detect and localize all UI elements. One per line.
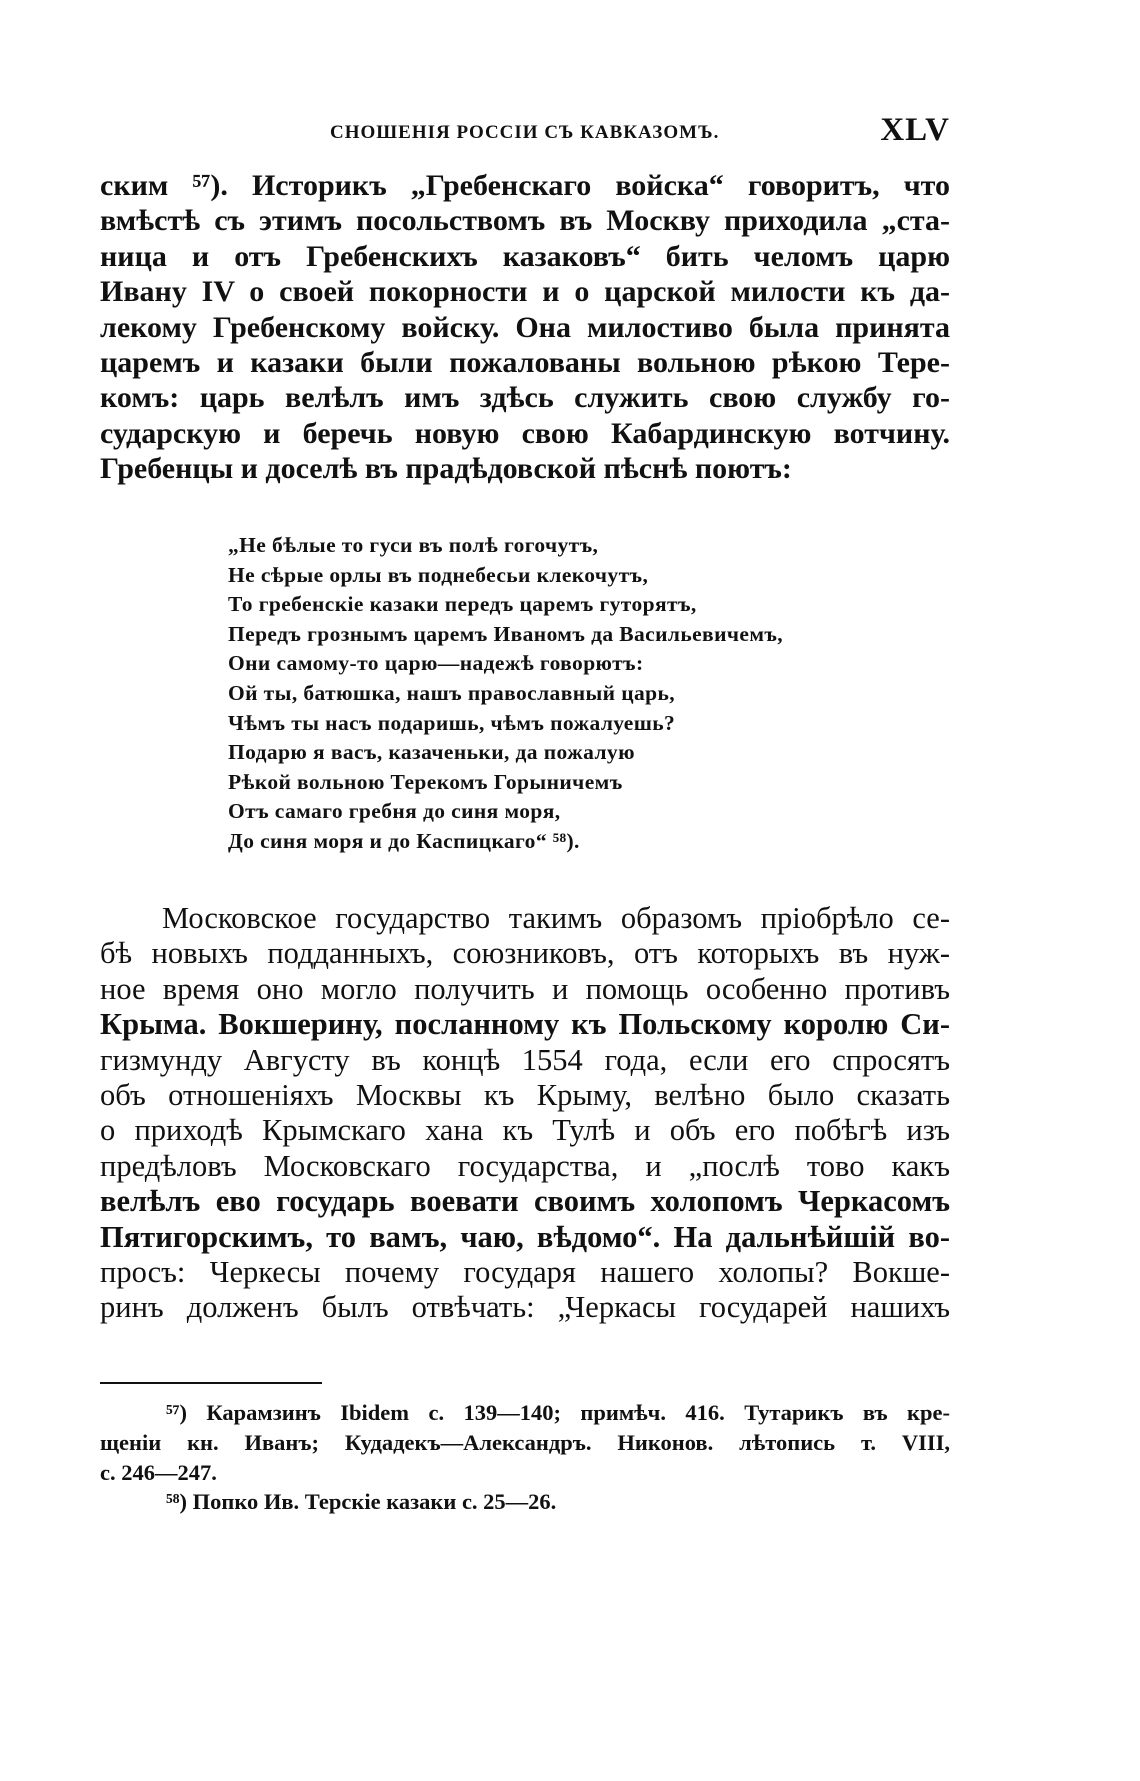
verse-line: До синя моря и до Каспицкаго“ ⁵⁸).: [228, 828, 580, 853]
text-line: бѣ новыхъ подданныхъ, союзниковъ, отъ которыхъ въ нуж-: [100, 936, 950, 971]
footnote-57-line: с. 246—247.: [100, 1459, 217, 1485]
text-line: о приходѣ Крымскаго хана къ Тулѣ и объ его побѣгѣ изъ: [100, 1113, 950, 1148]
verse-line: Чѣмъ ты насъ подаришь, чѣмъ пожалуешь?: [228, 710, 676, 735]
page-number: XLV: [880, 112, 950, 148]
text-line: комъ: царь велѣлъ имъ здѣсь служить свою службу го-: [100, 381, 950, 415]
text-line: Ивану IV о своей покорности и о царской милости къ да-: [100, 275, 950, 309]
text-line: Гребенцы и доселѣ въ прадѣдовской пѣснѣ поютъ:: [100, 452, 792, 486]
verse-line: Ой ты, батюшка, нашъ православный царь,: [228, 680, 676, 705]
text-line: гизмунду Августу въ концѣ 1554 года, если его спросятъ: [100, 1042, 950, 1077]
footnotes: [100, 1398, 950, 1517]
footnote-57-line: щеніи кн. Иванъ; Кудадекъ—Александръ. Никонов. лѣтопись т. VIII,: [100, 1429, 950, 1455]
verse-line: Они самому-то царю—надежѣ говорютъ:: [228, 651, 644, 676]
text-line: лекому Гребенскому войску. Она милостиво была принята: [100, 310, 950, 344]
text-line: Московское государство такимъ образомъ пріобрѣло се-: [162, 901, 950, 935]
verse-line: „Не бѣлые то гуси въ полѣ гогочутъ,: [228, 533, 599, 557]
text-line: ским ⁵⁷). Историкъ „Гребенскаго войска“ говоритъ, что: [100, 169, 950, 202]
text-line: царемъ и казаки были пожалованы вольною рѣкою Тере-: [100, 345, 950, 379]
footnote-57-line: ⁵⁷) Карамзинъ Ibidem с. 139—140; примѣч. 416. Тутарикъ въ кре-: [166, 1400, 950, 1425]
verse-line: Подарю я васъ, казаченьки, да пожалую: [228, 740, 635, 765]
verse-line: Рѣкой вольною Терекомъ Горыничемъ: [228, 769, 623, 794]
verse-line: Передъ грознымъ царемъ Иваномъ да Васильевичемъ,: [228, 621, 784, 646]
paragraph-continued: [100, 168, 950, 487]
verse-line: Отъ самаго гребня до синя моря,: [228, 799, 561, 824]
text-line: ринъ долженъ былъ отвѣчать: „Черкасы государей нашихъ: [100, 1290, 950, 1325]
text-line: сударскую и беречь новую свою Кабардинскую вотчину.: [100, 416, 950, 450]
paragraph-body: [100, 901, 950, 1326]
text-line: велѣлъ ево государь воевати своимъ холопомъ Черкасомъ: [100, 1184, 950, 1219]
text-line: предѣловъ Московскаго государства, и „послѣ тово какъ: [100, 1148, 950, 1183]
text-line: Крыма. Вокшерину, посланному къ Польскому королю Си-: [100, 1007, 950, 1042]
text-line: вмѣстѣ съ этимъ посольствомъ въ Москву приходила „ста-: [100, 204, 950, 238]
text-line: объ отношеніяхъ Москвы къ Крыму, велѣно было сказать: [100, 1077, 950, 1112]
footnote-rule: [100, 1382, 322, 1384]
footnote-58-line: ⁵⁸) Попко Ив. Терскіе казаки с. 25—26.: [166, 1489, 557, 1515]
running-title: СНОШЕНІЯ РОССІИ СЪ КАВКАЗОМЪ.: [330, 122, 720, 143]
verse-line: Не сѣрые орлы въ поднебесьи клекочутъ,: [228, 562, 649, 587]
verse-line: То гребенскіе казаки передъ царемъ гуторятъ,: [228, 592, 697, 617]
text-line: Пятигорскимъ, то вамъ, чаю, вѣдомо“. На дальнѣйшій во-: [100, 1219, 950, 1254]
running-head: [100, 112, 950, 158]
text-line: ное время оно могло получить и помощь особенно противъ: [100, 971, 950, 1006]
verse-quotation: [228, 531, 868, 857]
text-line: ница и отъ Гребенскихъ казаковъ“ бить челомъ царю: [100, 239, 950, 273]
text-line: просъ: Черкесы почему государя нашего холопы? Вокше-: [100, 1254, 950, 1289]
